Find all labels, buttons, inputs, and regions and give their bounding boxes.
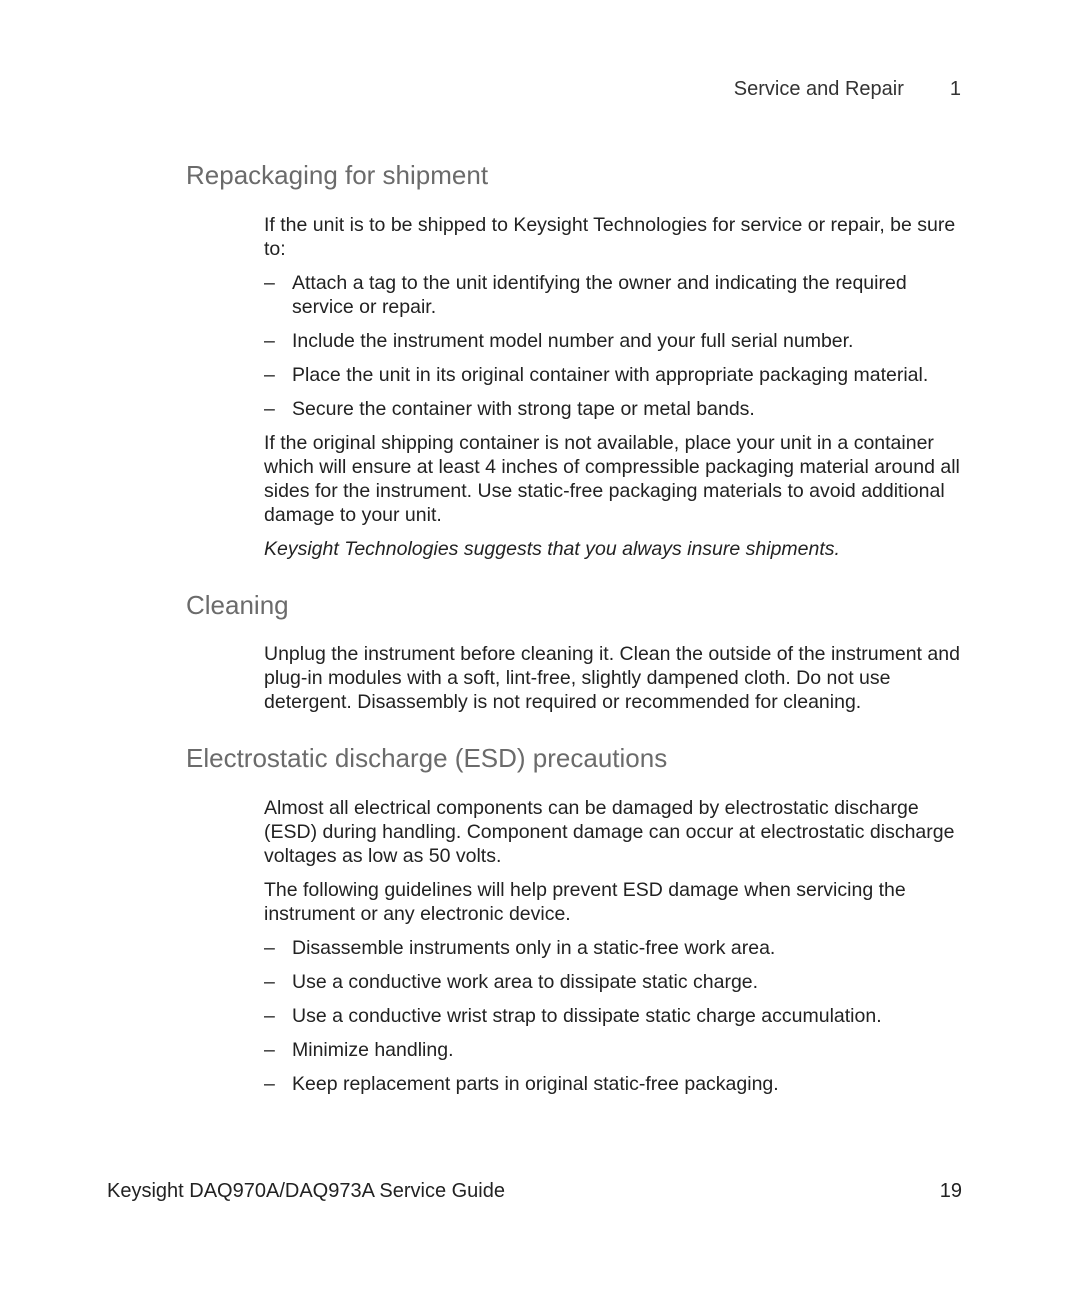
- list-dash: –: [264, 1005, 275, 1027]
- list-item: [264, 1072, 964, 1096]
- repackaging-body: [264, 213, 964, 571]
- chapter-title: Service and Repair: [733, 78, 904, 100]
- list-item-text: Use a conductive work area to dissipate static charge.: [292, 971, 759, 993]
- list-dash: –: [264, 272, 275, 294]
- list-dash: –: [264, 364, 275, 386]
- footer-guide-title: Keysight DAQ970A/DAQ973A Service Guide: [107, 1180, 505, 1202]
- repackaging-insure-note: Keysight Technologies suggests that you always insure shipments.: [264, 538, 840, 560]
- chapter-number: 1: [949, 78, 961, 100]
- list-dash: –: [264, 1073, 275, 1095]
- list-item: [264, 397, 964, 421]
- esd-body: [264, 796, 964, 1106]
- list-item: [264, 363, 964, 387]
- heading-esd: Electrostatic discharge (ESD) precautions: [186, 743, 668, 773]
- list-item-text: Minimize handling.: [292, 1039, 454, 1061]
- footer-page-number: 19: [939, 1180, 962, 1202]
- list-item-text: Attach a tag to the unit identifying the owner and indicating the required service or repair.: [292, 272, 907, 318]
- list-item: [264, 1038, 964, 1062]
- list-item-text: Place the unit in its original container with appropriate packaging material.: [292, 364, 929, 386]
- list-item-text: Use a conductive wrist strap to dissipate static charge accumulation.: [292, 1005, 882, 1027]
- list-item: [264, 1004, 964, 1028]
- list-dash: –: [264, 330, 275, 352]
- repackaging-container-paragraph: If the original shipping container is not available, place your unit in a container which will ensure at least 4 inches of compressible packaging material around all sides for the instrument. Use static-free packaging materials to avoid additional damage to your unit.: [264, 432, 960, 526]
- cleaning-body: [264, 642, 964, 724]
- list-item-text: Secure the container with strong tape or metal bands.: [292, 398, 755, 420]
- list-dash: –: [264, 971, 275, 993]
- running-header: [734, 78, 961, 101]
- esd-paragraph-1: Almost all electrical components can be damaged by electrostatic discharge (ESD) during handling. Component damage can occur at electrostatic discharge voltages as low as 50 volts.: [264, 797, 955, 867]
- repackaging-list: [264, 271, 964, 421]
- heading-cleaning: Cleaning: [186, 590, 289, 620]
- repackaging-intro: If the unit is to be shipped to Keysight Technologies for service or repair, be sure to:: [264, 214, 956, 260]
- esd-list: [264, 936, 964, 1096]
- list-item: [264, 936, 964, 960]
- list-item-text: Keep replacement parts in original static-free packaging.: [292, 1073, 779, 1095]
- list-dash: –: [264, 1039, 275, 1061]
- heading-repackaging: Repackaging for shipment: [186, 160, 489, 190]
- cleaning-paragraph: Unplug the instrument before cleaning it. Clean the outside of the instrument and plug-in modules with a soft, lint-free, slightly dampened cloth. Do not use detergent. Disassembly is not required or recommended for cleaning.: [264, 643, 960, 713]
- list-item: [264, 970, 964, 994]
- list-item: [264, 329, 964, 353]
- list-item-text: Include the instrument model number and your full serial number.: [292, 330, 854, 352]
- list-item: [264, 271, 964, 319]
- list-item-text: Disassemble instruments only in a static-free work area.: [292, 937, 776, 959]
- esd-paragraph-2: The following guidelines will help prevent ESD damage when servicing the instrument or any electronic device.: [264, 879, 906, 925]
- list-dash: –: [264, 398, 275, 420]
- list-dash: –: [264, 937, 275, 959]
